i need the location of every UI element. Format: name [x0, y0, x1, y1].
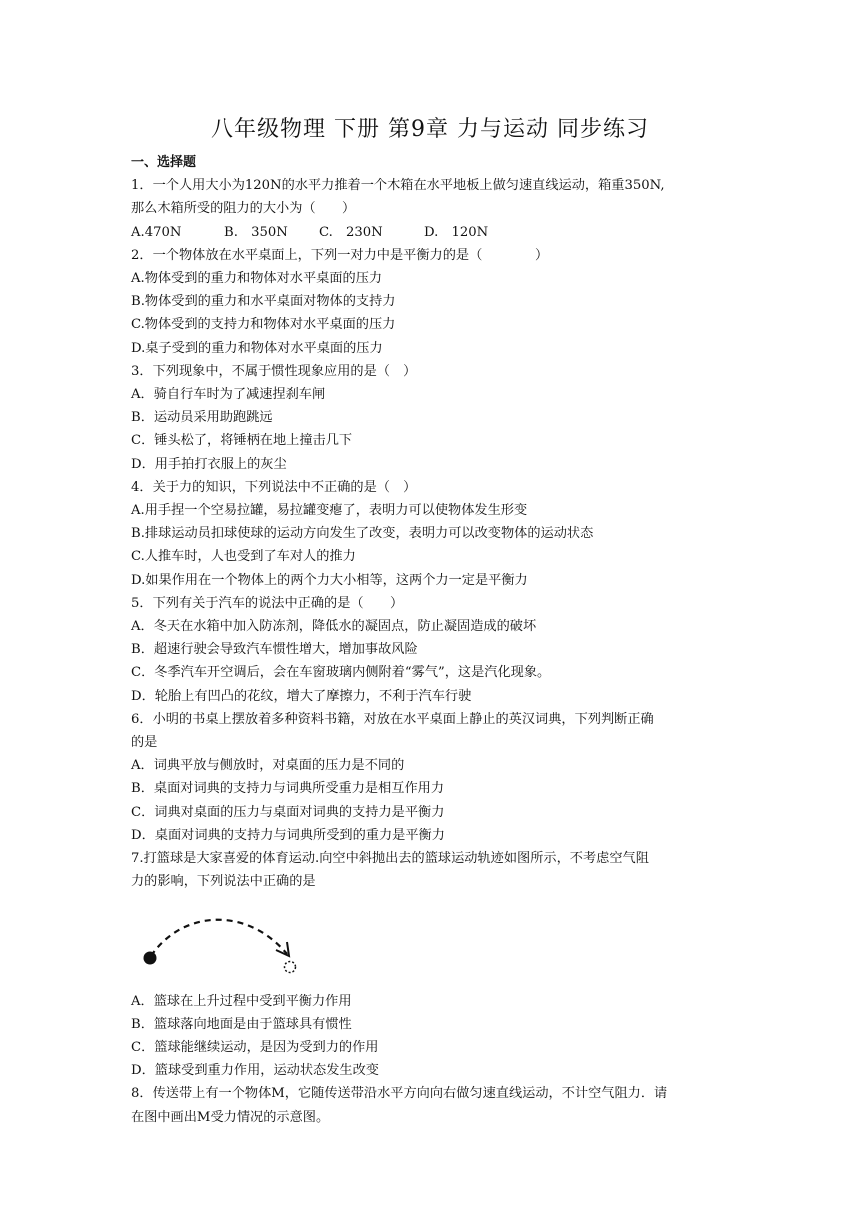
option-d: D.桌子受到的重力和物体对水平桌面的压力	[131, 340, 383, 356]
question-2	[131, 244, 736, 360]
option-b: B．篮球落向地面是由于篮球具有惯性	[131, 1016, 352, 1032]
question-5	[131, 592, 736, 708]
option-c: C．锤头松了，将锤柄在地上撞击几下	[131, 433, 353, 449]
option-c: C．词典对桌面的压力与桌面对词典的支持力是平衡力	[131, 804, 445, 820]
question-1	[131, 174, 736, 244]
option-b: B.排球运动员扣球使球的运动方向发生了改变，表明力可以改变物体的运动状态	[131, 526, 594, 542]
question-stem: 1．一个人用大小为120N的水平力推着一个木箱在水平地板上做匀速直线运动，箱重350N,	[131, 178, 665, 194]
option-a: A.用手捏一个空易拉罐，易拉罐变瘪了，表明力可以使物体发生形变	[131, 503, 528, 519]
option-c: C．篮球能继续运动，是因为受到力的作用	[131, 1039, 379, 1055]
question-stem: 力的影响，下列说法中正确的是	[131, 874, 316, 890]
question-stem: 3．下列现象中，不属于惯性现象应用的是（ ）	[131, 363, 417, 379]
ball-start	[144, 951, 157, 964]
question-4	[131, 476, 736, 592]
option-a: A.物体受到的重力和物体对水平桌面的压力	[131, 271, 383, 287]
question-3	[131, 360, 736, 476]
basketball-trajectory-figure	[131, 894, 736, 990]
question-stem: 7.打篮球是大家喜爱的体育运动.向空中斜抛出去的篮球运动轨迹如图所示，不考虑空气阻	[131, 851, 649, 867]
option-a: A．篮球在上升过程中受到平衡力作用	[131, 993, 352, 1009]
option-b: B．运动员采用助跑跳远	[131, 410, 273, 426]
option-d: D．桌面对词典的支持力与词典所受到的重力是平衡力	[131, 827, 445, 843]
question-stem: 5．下列有关于汽车的说法中正确的是（ ）	[131, 595, 404, 611]
question-stem: 的是	[131, 735, 158, 751]
question-stem: 4．关于力的知识，下列说法中不正确的是（ ）	[131, 479, 417, 495]
option-a: A．骑自行车时为了减速捏刹车闸	[131, 387, 326, 403]
question-stem: 6．小明的书桌上摆放着多种资料书籍，对放在水平桌面上静止的英汉词典，下列判断正确	[131, 711, 654, 727]
option-d: D. 120N	[424, 224, 489, 240]
trajectory-diagram	[137, 894, 307, 990]
option-d: D．篮球受到重力作用，运动状态发生改变	[131, 1063, 379, 1079]
question-stem: 那么木箱所受的阻力的大小为（ ）	[131, 201, 356, 217]
option-c: C. 230N	[319, 224, 383, 240]
question-stem: 8．传送带上有一个物体M，它随传送带沿水平方向向右做匀速直线运动，不计空气阻力．请	[131, 1086, 668, 1102]
question-8	[131, 1082, 736, 1128]
option-b: B. 350N	[224, 224, 288, 240]
question-6	[131, 708, 736, 847]
question-stem: 在图中画出M受力情况的示意图。	[131, 1109, 330, 1125]
page-title: 八年级物理 下册 第9章 力与运动 同步练习	[211, 117, 649, 142]
worksheet-content	[131, 151, 736, 1129]
option-d: D.如果作用在一个物体上的两个力大小相等，这两个力一定是平衡力	[131, 572, 528, 588]
option-a: A．词典平放与侧放时，对桌面的压力是不同的	[131, 758, 405, 774]
option-c: C.物体受到的支持力和物体对水平桌面的压力	[131, 317, 396, 333]
option-b: B．桌面对词典的支持力与词典所受重力是相互作用力	[131, 781, 445, 797]
section-heading: 一、选择题	[131, 155, 197, 170]
option-d: D．轮胎上有凹凸的花纹，增大了摩擦力，不利于汽车行驶	[131, 688, 472, 704]
question-stem: 2．一个物体放在水平桌面上，下列一对力中是平衡力的是（ ）	[131, 247, 549, 263]
question-7	[131, 847, 736, 1082]
option-b: B.物体受到的重力和水平桌面对物体的支持力	[131, 294, 396, 310]
option-row	[131, 221, 736, 244]
ball-end	[285, 961, 296, 972]
option-c: C．冬季汽车开空调后，会在车窗玻璃内侧附着“雾气”，这是汽化现象。	[131, 665, 551, 681]
option-b: B．超速行驶会导致汽车惯性增大，增加事故风险	[131, 642, 418, 658]
option-c: C.人推车时，人也受到了车对人的推力	[131, 549, 356, 565]
option-d: D．用手拍打衣服上的灰尘	[131, 456, 287, 472]
option-a: A．冬天在水箱中加入防冻剂，降低水的凝固点，防止凝固造成的破坏	[131, 619, 537, 635]
option-a: A.470N	[131, 224, 182, 240]
trajectory-path	[151, 919, 287, 955]
